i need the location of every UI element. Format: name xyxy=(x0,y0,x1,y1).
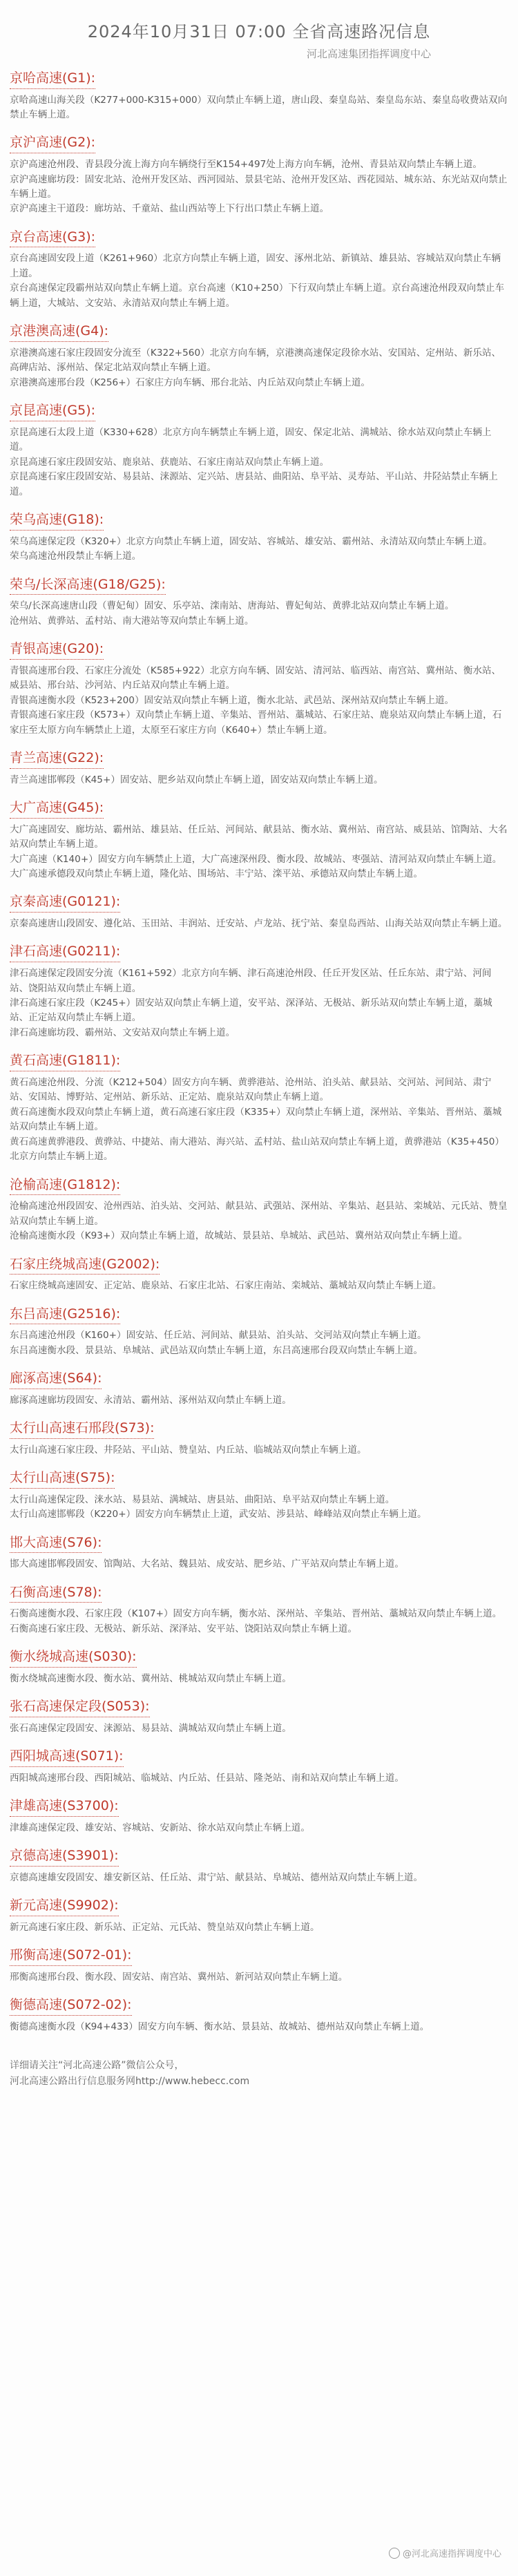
road-section xyxy=(10,1255,508,1294)
section-title: 太行山高速(S75): xyxy=(10,1469,115,1489)
section-title: 津雄高速(S3700): xyxy=(10,1797,119,1817)
section-line: 京沪高速主干道段：廊坊站、千童站、盐山西站等上下行出口禁止车辆上道。 xyxy=(10,203,329,215)
road-section xyxy=(10,1369,508,1408)
section-line: 衡水绕城高速衡水段、衡水站、冀州站、桃城站双向禁止车辆上道。 xyxy=(10,1672,291,1684)
section-line: 沧榆高速衡水段（K93+）双向禁止车辆上道，故城站、景县站、阜城站、武邑站、冀州站双向禁止车辆上道。 xyxy=(10,1230,468,1242)
road-section xyxy=(10,1847,508,1885)
section-title: 衡水绕城高速(S030): xyxy=(10,1648,137,1668)
road-section xyxy=(10,1305,508,1358)
section-line: 京昆高速石太段上道（K330+628）北京方向车辆禁止车辆上道，固安、保定北站、满城站、徐水站双向禁止车辆上道。 xyxy=(10,426,492,453)
section-title: 京台高速(G3): xyxy=(10,228,95,248)
footer-link[interactable]: 河北高速公路出行信息服务网http://www.hebecc.com xyxy=(10,2075,250,2087)
road-section xyxy=(10,1896,508,1935)
road-section xyxy=(10,511,508,564)
section-line: 沧州站、黄骅站、孟村站、南大港站等双向禁止车辆上道。 xyxy=(10,615,254,627)
section-line: 黄石高速黄骅港段、黄骅站、中捷站、南大港站、海兴站、孟村站、盐山站双向禁止车辆上道，黄骅港站（K35+450）北京方向禁止车辆上道。 xyxy=(10,1136,505,1163)
road-section xyxy=(10,133,508,216)
section-title: 京昆高速(G5): xyxy=(10,401,95,421)
section-title: 石家庄绕城高速(G2002): xyxy=(10,1255,160,1275)
section-line: 京昆高速石家庄段固安站、易县站、涞源站、定兴站、唐县站、曲阳站、阜平站、灵寿站、平山站、井陉站禁止车辆上道。 xyxy=(10,471,498,497)
road-section xyxy=(10,1996,508,2034)
section-line: 京哈高速山海关段（K277+000-K315+000）双向禁止车辆上道，唐山段、秦皇岛站、秦皇岛东站、秦皇岛收费站双向禁止车辆上道。 xyxy=(10,94,508,121)
section-title: 青银高速(G20): xyxy=(10,640,104,660)
road-section xyxy=(10,1583,508,1637)
section-title: 津石高速(G0211): xyxy=(10,942,120,962)
road-section xyxy=(10,749,508,788)
watermark xyxy=(389,2546,501,2559)
section-line: 青银高速衡水段（K523+200）固安站双向禁止车辆上道，衡水北站、武邑站、深州站双向禁止车辆上道。 xyxy=(10,694,454,706)
section-title: 太行山高速石邢段(S73): xyxy=(10,1419,154,1439)
section-line: 京沪高速廊坊段：固安北站、沧州开发区站、西河园站、景县宅站、沧州开发区站、西花园站、城东站、东光站双向禁止车辆上道。 xyxy=(10,173,508,200)
section-line: 京港澳高速石家庄段固安分流至（K322+560）北京方向车辆，京港澳高速保定段徐水站、安国站、定州站、新乐站、高碑店站、涿州站、保定北站双向禁止车辆上道。 xyxy=(10,347,501,374)
section-line: 青银高速邢台段、石家庄分流处（K585+922）北京方向车辆、固安站、清河站、临西站、南宫站、冀州站、衡水站、威县站、邢台站、沙河站、内丘站双向禁止车辆上道。 xyxy=(10,665,501,691)
section-title: 荣乌/长深高速(G18/G25): xyxy=(10,575,166,595)
section-line: 邢衡高速邢台段、衡水段、固安站、南宫站、冀州站、新河站双向禁止车辆上道。 xyxy=(10,1971,348,1983)
weibo-icon xyxy=(389,2548,400,2559)
section-title: 廊涿高速(S64): xyxy=(10,1369,102,1389)
page-title: 2024年10月31日 07:00 全省高速路况信息 xyxy=(87,22,431,41)
road-section xyxy=(10,228,508,311)
section-title: 衡德高速(S072-02): xyxy=(10,1996,132,2016)
section-line: 京德高速雄安段固安、雄安新区站、任丘站、肃宁站、献县站、阜城站、德州站双向禁止车辆上道。 xyxy=(10,1871,423,1883)
section-line: 西阳城高速邢台段、西阳城站、临城站、内丘站、任县站、隆尧站、南和站双向禁止车辆上道。 xyxy=(10,1772,404,1784)
section-line: 黄石高速衡水段双向禁止车辆上道，黄石高速石家庄段（K335+）双向禁止车辆上道，深州站、辛集站、晋州站、藁城站双向禁止车辆上道。 xyxy=(10,1106,502,1133)
section-line: 大广高速固安、廊坊站、霸州站、雄县站、任丘站、河间站、献县站、衡水站、冀州站、南宫站、威县站、馆陶站、大名站双向禁止车辆上道。 xyxy=(10,823,508,850)
section-line: 石衡高速衡水段、石家庄段（K107+）固安方向车辆，衡水站、深州站、辛集站、晋州站、藁城站双向禁止车辆上道。 xyxy=(10,1608,502,1620)
road-section xyxy=(10,640,508,738)
section-line: 京台高速保定段霸州站双向禁止车辆上道。京台高速（K10+250）下行双向禁止车辆上道。京台高速沧州段双向禁止车辆上道，大城站、文安站、永清站双向禁止车辆上道。 xyxy=(10,283,505,309)
section-title: 京德高速(S3901): xyxy=(10,1847,119,1867)
section-title: 邯大高速(S76): xyxy=(10,1534,102,1554)
road-section xyxy=(10,69,508,122)
road-section xyxy=(10,1419,508,1458)
road-section xyxy=(10,799,508,881)
section-line: 廊涿高速廊坊段固安、永清站、霸州站、涿州站双向禁止车辆上道。 xyxy=(10,1394,291,1406)
road-section xyxy=(10,1176,508,1244)
road-section xyxy=(10,942,508,1040)
road-section xyxy=(10,893,508,931)
section-title: 荣乌高速(G18): xyxy=(10,511,104,531)
section-line: 荣乌高速保定段（K320+）北京方向禁止车辆上道，固安站、容城站、雄安站、霸州站、永清站双向禁止车辆上道。 xyxy=(10,535,492,547)
section-line: 太行山高速石家庄段、井陉站、平山站、赞皇站、内丘站、临城站双向禁止车辆上道。 xyxy=(10,1444,367,1456)
section-line: 石衡高速石家庄段、无极站、新乐站、深泽站、安平站、饶阳站双向禁止车辆上道。 xyxy=(10,1623,357,1634)
section-title: 京哈高速(G1): xyxy=(10,69,95,89)
road-sections xyxy=(0,66,518,2034)
section-title: 东吕高速(G2516): xyxy=(10,1305,120,1325)
section-title: 黄石高速(G1811): xyxy=(10,1051,120,1071)
section-line: 邯大高速邯郸段固安、馆陶站、大名站、魏县站、成安站、肥乡站、广平站双向禁止车辆上道。 xyxy=(10,1558,404,1570)
road-section xyxy=(10,1051,508,1164)
road-section xyxy=(10,1797,508,1835)
road-section xyxy=(10,1469,508,1522)
section-line: 京港澳高速邢台段（K256+）石家庄方向车辆、邢台北站、内丘站双向禁止车辆上道。 xyxy=(10,376,371,388)
section-line: 青银高速石家庄段（K573+）双向禁止车辆上道、辛集站、晋州站、藁城站、石家庄站、鹿泉站双向禁止车辆上道，石家庄至太原方向车辆禁止上道，太原至石家庄方向（K640+）禁止车辆上道。 xyxy=(10,709,502,736)
road-section xyxy=(10,1946,508,1985)
watermark-text: @河北高速指挥调度中心 xyxy=(402,2549,501,2559)
section-line: 太行山高速邯郸段（K220+）固安方向车辆禁止上道，武安站、涉县站、峰峰站双向禁止车辆上道。 xyxy=(10,1509,427,1520)
section-line: 大广高速（K140+）固安方向车辆禁止上道，大广高速深州段、衡水段、故城站、枣强站、清河站双向禁止车辆上道。 xyxy=(10,853,502,865)
footer-line-1: 详细请关注“河北高速公路”微信公众号， xyxy=(10,2060,184,2072)
section-title: 张石高速保定段(S053): xyxy=(10,1697,150,1717)
section-line: 大广高速承德段双向禁止车辆上道，隆化站、围场站、丰宁站、滦平站、承德站双向禁止车辆上道。 xyxy=(10,868,423,879)
section-title: 青兰高速(G22): xyxy=(10,749,104,769)
section-line: 青兰高速邯郸段（K45+）固安站、肥乡站双向禁止车辆上道，固安站双向禁止车辆上道。 xyxy=(10,774,383,785)
section-title: 西阳城高速(S071): xyxy=(10,1747,124,1767)
section-line: 荣乌/长深高速唐山段（曹妃甸）固安、乐亭站、滦南站、唐海站、曹妃甸站、黄骅北站双向禁止车辆上道。 xyxy=(10,600,454,612)
road-section xyxy=(10,1534,508,1572)
section-title: 沧榆高速(G1812): xyxy=(10,1176,120,1196)
section-title: 京秦高速(G0121): xyxy=(10,893,120,913)
header xyxy=(0,0,518,66)
section-title: 大广高速(G45): xyxy=(10,799,104,819)
section-line: 津石高速保定段固安分流（K161+592）北京方向车辆、津石高速沧州段、任丘开发区站、任丘东站、肃宁站、河间站、饶阳站双向禁止车辆上道。 xyxy=(10,968,492,994)
section-line: 东吕高速衡水段、景县站、阜城站、武邑站双向禁止车辆上道，东吕高速邢台段双向禁止车辆上道。 xyxy=(10,1344,423,1356)
section-line: 京秦高速唐山段固安、遵化站、玉田站、丰润站、迁安站、卢龙站、抚宁站、秦皇岛西站、山海关站双向禁止车辆上道。 xyxy=(10,918,508,930)
section-line: 衡德高速衡水段（K94+433）固安方向车辆、衡水站、景县站、故城站、德州站双向禁止车辆上道。 xyxy=(10,2021,430,2032)
section-line: 津雄高速保定段、雄安站、容城站、安新站、徐水站双向禁止车辆上道。 xyxy=(10,1822,310,1833)
section-line: 太行山高速保定段、涞水站、易县站、满城站、唐县站、曲阳站、阜平站双向禁止车辆上道。 xyxy=(10,1494,395,1505)
section-line: 黄石高速沧州段、分流（K212+504）固安方向车辆、黄骅港站、沧州站、泊头站、献县站、交河站、河间站、肃宁站、安国站、博野站、定州站、新乐站、正定站、鹿泉站双向禁止车辆上道。 xyxy=(10,1076,492,1103)
section-title: 京港澳高速(G4): xyxy=(10,322,108,342)
section-line: 沧榆高速沧州段固安、沧州西站、泊头站、交河站、献县站、武强站、深州站、辛集站、赵县站、栾城站、元氏站、赞皇站双向禁止车辆上道。 xyxy=(10,1201,508,1227)
section-line: 津石高速廊坊段、霸州站、文安站双向禁止车辆上道。 xyxy=(10,1027,236,1038)
road-section xyxy=(10,401,508,499)
road-section xyxy=(10,1697,508,1736)
road-section xyxy=(10,575,508,629)
section-line: 石家庄绕城高速固安、正定站、鹿泉站、石家庄北站、石家庄南站、栾城站、藁城站双向禁止车辆上道。 xyxy=(10,1280,442,1292)
section-line: 东吕高速沧州段（K160+）固安站、任丘站、河间站、献县站、泊头站、交河站双向禁止车辆上道。 xyxy=(10,1330,427,1342)
section-line: 津石高速石家庄段（K245+）固安站双向禁止车辆上道，安平站、深泽站、无极站、新乐站双向禁止车辆上道，藁城站、正定站双向禁止车辆上道。 xyxy=(10,997,492,1024)
section-title: 邢衡高速(S072-01): xyxy=(10,1946,132,1966)
section-line: 京台高速固安段上道（K261+960）北京方向禁止车辆上道，固安、涿州北站、新镇站、雄县站、容城站双向禁止车辆上道。 xyxy=(10,253,501,279)
section-title: 京沪高速(G2): xyxy=(10,133,95,153)
page-subtitle: 河北高速集团指挥调度中心 xyxy=(306,48,431,60)
section-title: 石衡高速(S78): xyxy=(10,1583,102,1603)
section-line: 京昆高速石家庄段固安站、鹿泉站、获鹿站、石家庄南站双向禁止车辆上道。 xyxy=(10,456,329,468)
section-title: 新元高速(S9902): xyxy=(10,1896,119,1916)
section-line: 京沪高速沧州段、青县段分流上海方向车辆绕行至K154+497处上海方向车辆，沧州、青县站双向禁止车辆上道。 xyxy=(10,159,482,171)
section-line: 荣乌高速沧州段禁止车辆上道。 xyxy=(10,551,142,562)
road-section xyxy=(10,1648,508,1686)
footer xyxy=(0,2045,518,2103)
road-section xyxy=(10,322,508,390)
section-line: 新元高速石家庄段、新乐站、正定站、元氏站、赞皇站双向禁止车辆上道。 xyxy=(10,1921,320,1933)
road-section xyxy=(10,1747,508,1786)
section-line: 张石高速保定段固安、涞源站、易县站、满城站双向禁止车辆上道。 xyxy=(10,1722,291,1734)
